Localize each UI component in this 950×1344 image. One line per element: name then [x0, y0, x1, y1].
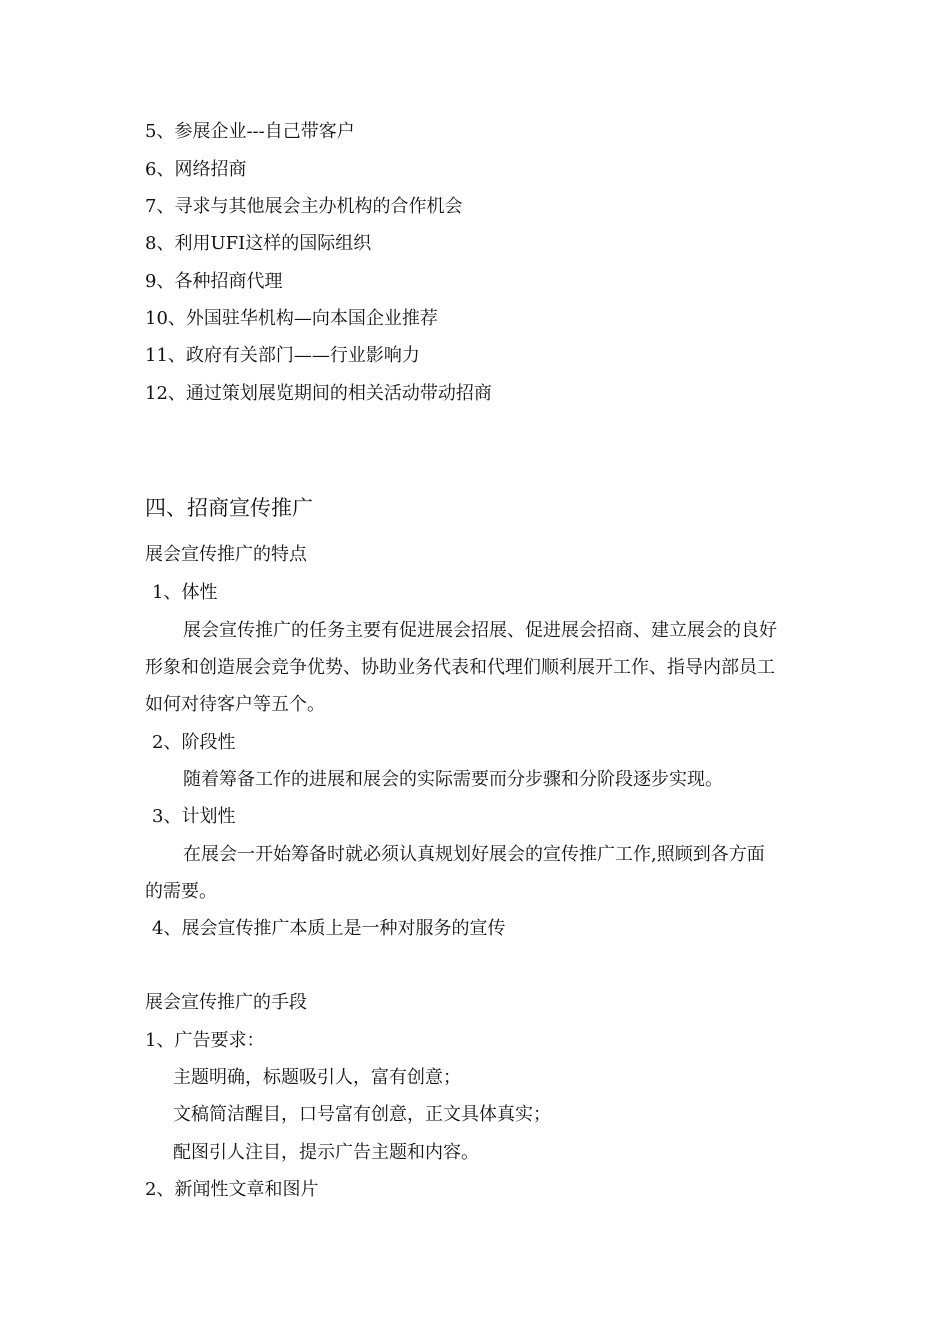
feature-item-label: 4、展会宣传推广本质上是一种对服务的宣传	[152, 918, 506, 939]
feature-item-label: 2、阶段性	[152, 732, 236, 753]
section-heading: 四、招商宣传推广	[145, 496, 313, 520]
list-item: 11、政府有关部门——行业影响力	[145, 345, 420, 366]
feature-item-body: 如何对待客户等五个。	[145, 694, 325, 715]
list-item: 10、外国驻华机构—向本国企业推荐	[145, 308, 438, 329]
feature-item-body: 展会宣传推广的任务主要有促进展会招展、促进展会招商、建立展会的良好	[183, 620, 777, 641]
means-item-label: 1、广告要求：	[145, 1030, 265, 1051]
list-item: 12、通过策划展览期间的相关活动带动招商	[145, 383, 492, 404]
means-sub-item: 配图引人注目，提示广告主题和内容。	[173, 1142, 479, 1163]
list-item: 5、参展企业---自己带客户	[145, 121, 355, 142]
means-title: 展会宣传推广的手段	[145, 992, 307, 1013]
feature-item-body: 在展会一开始筹备时就必须认真规划好展会的宣传推广工作,照顾到各方面	[183, 844, 765, 865]
list-item: 9、各种招商代理	[145, 271, 283, 292]
feature-item-label: 3、计划性	[152, 806, 236, 827]
features-title: 展会宣传推广的特点	[145, 544, 307, 565]
feature-item-body: 随着筹备工作的进展和展会的实际需要而分步骤和分阶段逐步实现。	[183, 769, 723, 790]
feature-item-label: 1、体性	[152, 582, 218, 603]
list-item: 7、寻求与其他展会主办机构的合作机会	[145, 196, 463, 217]
feature-item-body: 的需要。	[145, 881, 217, 902]
means-sub-item: 文稿简洁醒目，口号富有创意，正文具体真实；	[173, 1104, 551, 1125]
means-item-label: 2、新闻性文章和图片	[145, 1179, 319, 1200]
means-sub-item: 主题明确，标题吸引人，富有创意；	[173, 1067, 461, 1088]
feature-item-body: 形象和创造展会竞争优势、协助业务代表和代理们顺利展开工作、指导内部员工	[145, 657, 775, 678]
list-item: 8、利用UFI这样的国际组织	[145, 233, 372, 254]
list-item: 6、网络招商	[145, 159, 247, 180]
